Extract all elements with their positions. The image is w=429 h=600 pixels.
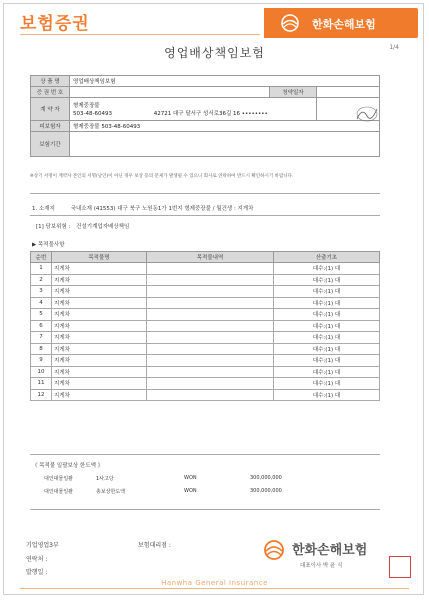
item-desc <box>147 263 274 275</box>
limits-title: 《 목적물 일괄보상 한도액 》 <box>32 463 104 469</box>
contact-label: 연락처 : <box>26 556 48 563</box>
product-value: 영업배상책임보험 <box>70 76 380 87</box>
table-row <box>31 297 380 309</box>
item-no: 7 <box>31 332 52 344</box>
item-desc <box>147 332 274 344</box>
location-label: 1. 소재지 <box>32 206 55 212</box>
issue-date-label: 발행일 : <box>26 569 48 576</box>
coverage-value: 건설기계업자배상책임 <box>76 224 130 230</box>
item-desc <box>147 366 274 378</box>
item-no: 12 <box>31 389 52 401</box>
item-no: 3 <box>31 286 52 298</box>
items-header-name: 목적물명 <box>52 252 147 263</box>
document-type-title: 보험증권 <box>20 14 90 34</box>
table-row <box>31 263 380 275</box>
item-name: 지게차 <box>52 343 147 355</box>
header-divider <box>20 34 260 35</box>
table-row <box>31 389 380 401</box>
item-name: 지게차 <box>52 286 147 298</box>
table-row <box>31 343 380 355</box>
item-basis: 대수:(1) 대 <box>274 389 380 401</box>
item-name: 지게차 <box>52 274 147 286</box>
items-header-no: 순번 <box>31 252 52 263</box>
coverage-label: [1] 담보위험 : <box>36 224 71 230</box>
application-date-label: 청약일자 <box>270 87 317 98</box>
limit-type: 대인대물일괄 <box>44 489 73 495</box>
item-name: 지게차 <box>52 366 147 378</box>
item-name: 지게차 <box>52 297 147 309</box>
item-desc <box>147 274 274 286</box>
item-basis: 대수:(1) 대 <box>274 366 380 378</box>
insured-items-table <box>30 251 380 401</box>
items-header-basis: 산출기초 <box>274 252 380 263</box>
item-desc <box>147 378 274 390</box>
location-value: 국내소재 (41553) 대구 북구 노원동1가 1번지 형제중장불 / 월건생 : 지게차 <box>70 206 254 212</box>
application-date-value <box>317 87 380 98</box>
coverage-line <box>36 222 129 230</box>
item-name: 지게차 <box>52 355 147 367</box>
insured-label: 피보험자 <box>31 121 70 132</box>
contractor-cell <box>70 98 317 121</box>
item-name: 지게차 <box>52 332 147 344</box>
item-basis: 대수:(1) 대 <box>274 263 380 275</box>
policy-info-table <box>30 75 380 157</box>
item-no: 1 <box>31 263 52 275</box>
item-basis: 대수:(1) 대 <box>274 332 380 344</box>
agent-label: 보험대리점 : <box>138 542 171 549</box>
item-basis: 대수:(1) 대 <box>274 297 380 309</box>
company-name: 한화손해보험 <box>292 543 368 558</box>
section-divider <box>30 193 380 194</box>
branch-name: 기업영업3부 <box>26 542 59 549</box>
contractor-reg-number: 503-48-60493 <box>73 111 112 117</box>
table-row <box>31 355 380 367</box>
section-divider <box>30 215 380 216</box>
table-row <box>31 332 380 344</box>
item-basis: 대수:(1) 대 <box>274 286 380 298</box>
item-basis: 대수:(1) 대 <box>274 309 380 321</box>
item-no: 8 <box>31 343 52 355</box>
brand-footer: Hanwha General Insurance <box>161 579 268 587</box>
item-no: 5 <box>31 309 52 321</box>
item-desc <box>147 320 274 332</box>
limit-amount: 300,000,000 <box>250 488 282 494</box>
item-basis: 대수:(1) 대 <box>274 320 380 332</box>
item-name: 지게차 <box>52 320 147 332</box>
period-label: 보험기간 <box>31 132 70 157</box>
limit-type: 대인대물일괄 <box>44 476 73 482</box>
hanwha-logo-icon <box>262 538 286 562</box>
table-row <box>31 274 380 286</box>
item-basis: 대수:(1) 대 <box>274 274 380 286</box>
limit-currency: WON <box>184 488 197 494</box>
company-badge <box>264 8 418 38</box>
table-row <box>31 366 380 378</box>
item-name: 지게차 <box>52 263 147 275</box>
item-no: 2 <box>31 274 52 286</box>
product-label: 상 품 명 <box>31 76 70 87</box>
items-header-desc: 목적물내역 <box>147 252 274 263</box>
representative: 대표이사 박 윤 식 <box>300 563 343 569</box>
page-number: 1/4 <box>389 44 399 51</box>
item-no: 10 <box>31 366 52 378</box>
policy-title: 영업배상책임보험 <box>164 46 265 60</box>
contractor-address: 42721 대구 달서구 성서로36길 16 •••••••• <box>153 111 268 117</box>
contractor-label: 계 약 자 <box>31 98 70 121</box>
item-no: 11 <box>31 378 52 390</box>
limit-kind: 총보상한도액 <box>96 489 125 495</box>
policy-number-value <box>70 87 270 98</box>
item-basis: 대수:(1) 대 <box>274 378 380 390</box>
item-no: 6 <box>31 320 52 332</box>
items-section-title: ▶ 목적물사항 <box>32 242 65 248</box>
section-divider <box>30 454 380 455</box>
footer-divider <box>20 588 409 589</box>
item-desc <box>147 309 274 321</box>
table-row <box>31 320 380 332</box>
contractor-details <box>73 109 313 117</box>
item-desc <box>147 343 274 355</box>
item-no: 4 <box>31 297 52 309</box>
signature-notice: ※상기 서명이 계약자 본인의 서명(날인)이 아닌 경우 보상 등의 문제가 발생될 수 있으니 회사로 연락하여 반드시 확인하시기 바랍니다. <box>30 174 294 179</box>
item-desc <box>147 286 274 298</box>
item-desc <box>147 389 274 401</box>
company-badge-label: 한화손해보험 <box>312 18 376 31</box>
table-row <box>31 378 380 390</box>
table-row <box>31 286 380 298</box>
item-desc <box>147 355 274 367</box>
section-divider <box>30 509 380 510</box>
company-seal-icon <box>389 556 411 578</box>
hanwha-logo-icon <box>280 13 300 33</box>
table-row <box>31 309 380 321</box>
insured-value: 형제중장불 503-48-60493 <box>70 121 380 132</box>
item-basis: 대수:(1) 대 <box>274 343 380 355</box>
item-desc <box>147 297 274 309</box>
limit-currency: WON <box>184 475 197 481</box>
limit-kind: 1사고당 <box>96 476 114 482</box>
contractor-stamp-icon <box>354 104 380 124</box>
contractor-name: 형제중장불 <box>73 103 100 109</box>
item-no: 9 <box>31 355 52 367</box>
policy-number-label: 증 권 번 호 <box>31 87 70 98</box>
item-name: 지게차 <box>52 389 147 401</box>
limit-amount: 300,000,000 <box>250 475 282 481</box>
item-name: 지게차 <box>52 378 147 390</box>
location-line <box>32 204 254 212</box>
item-basis: 대수:(1) 대 <box>274 355 380 367</box>
item-name: 지게차 <box>52 309 147 321</box>
period-value <box>70 132 380 157</box>
